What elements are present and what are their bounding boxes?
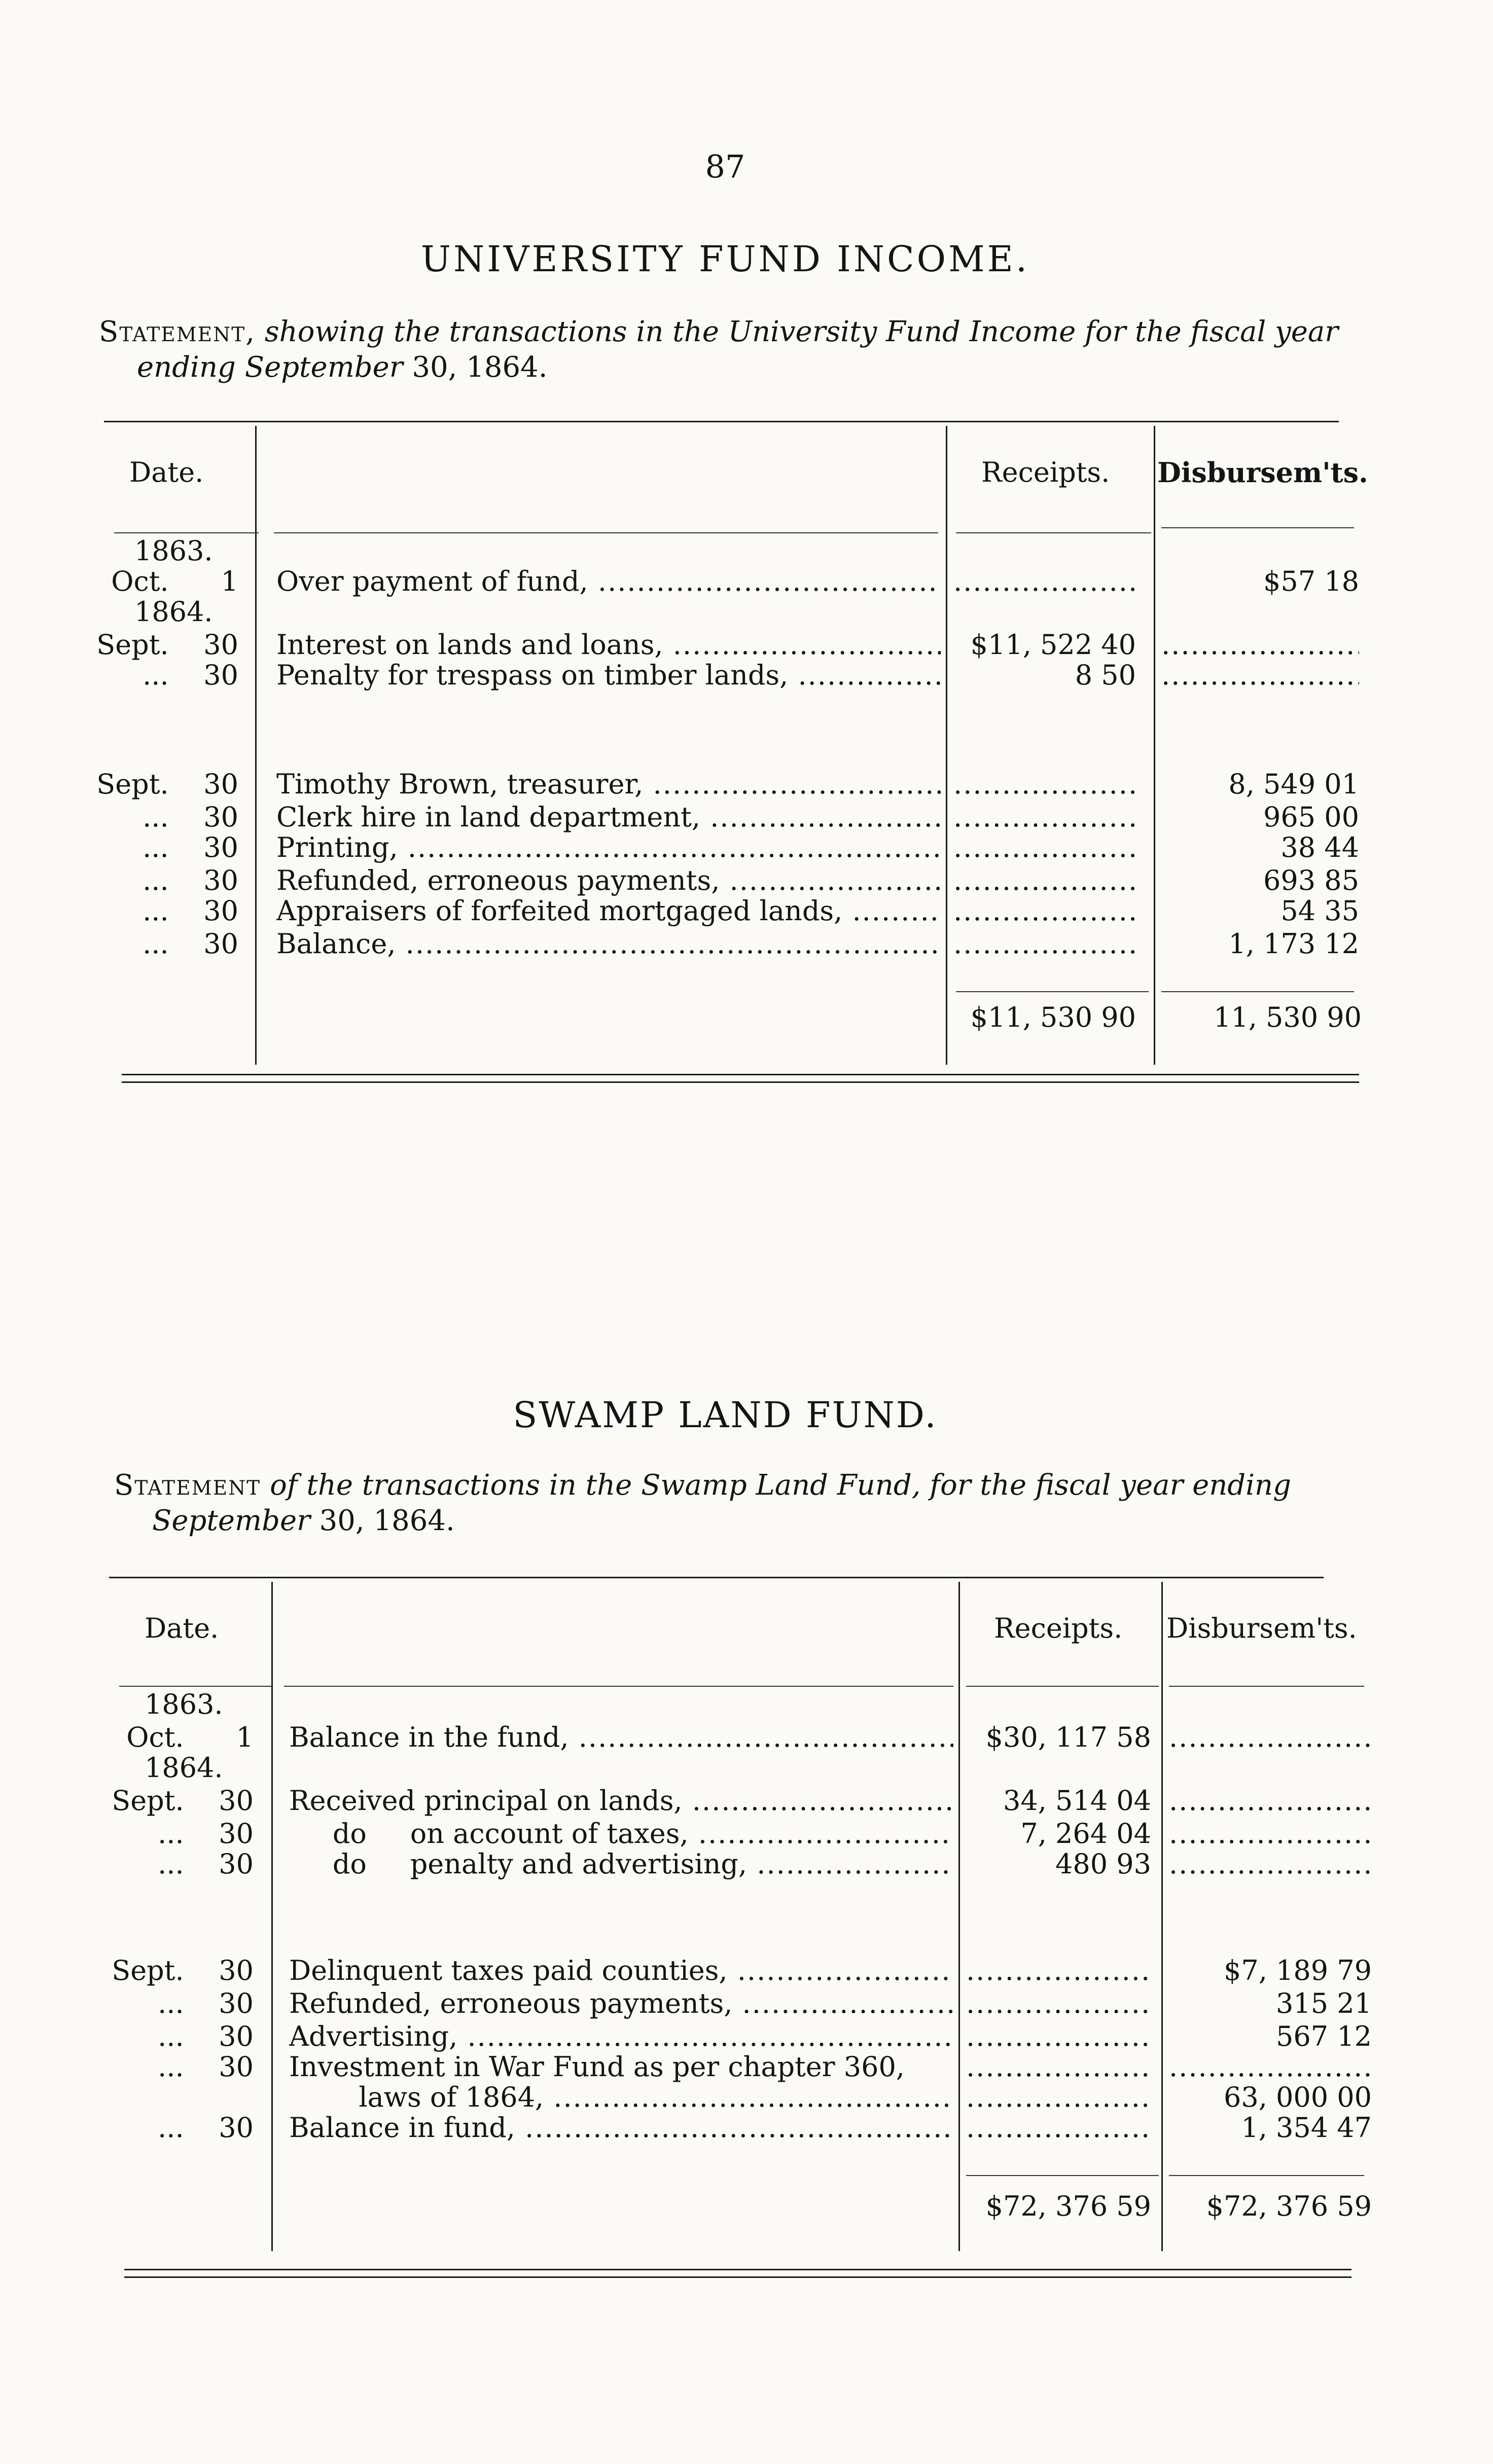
row-receipts: $11, 522 40	[970, 629, 1136, 661]
header-rule	[1161, 527, 1354, 528]
table-bottom-rule	[122, 1074, 1359, 1075]
total-rule	[1161, 991, 1354, 992]
statement-lead: Statement	[114, 1469, 261, 1502]
row-date: Oct. 1	[111, 565, 238, 597]
row-disbursements	[1169, 1848, 1372, 1880]
row-receipts	[953, 928, 1136, 960]
table-row	[0, 2020, 1493, 2053]
total-rule	[1169, 2175, 1364, 2176]
row-date: ... 30	[158, 1818, 254, 1850]
row-date: 1863.	[134, 535, 213, 567]
row-disbursements: 567 12	[1276, 2020, 1372, 2052]
row-date: ... 30	[158, 1848, 254, 1880]
header-rule	[956, 532, 1151, 533]
table-row	[0, 1818, 1493, 1850]
row-date: ... 30	[143, 801, 238, 833]
table-bottom-rule	[122, 1081, 1359, 1083]
table-row	[0, 2051, 1493, 2083]
table-row	[0, 801, 1493, 834]
row-disbursements: 1, 354 47	[1241, 2112, 1372, 2144]
row-date: ... 30	[143, 928, 238, 960]
total-receipts: $72, 376 59	[985, 2190, 1151, 2222]
row-date: ... 30	[143, 659, 238, 691]
row-description: laws of 1864, .....	[289, 2081, 953, 2114]
swamp-statement	[114, 1468, 1382, 1539]
receipts-column-rule	[958, 1582, 960, 2251]
row-description: Appraisers of forfeited mortgaged lands, .....	[276, 895, 941, 927]
row-receipts	[953, 895, 1136, 927]
table-row	[0, 1987, 1493, 2020]
total-disbursements: $72, 376 59	[1206, 2190, 1372, 2222]
row-disbursements	[1169, 1818, 1372, 1850]
row-disbursements	[1169, 1721, 1372, 1754]
header-receipts: Receipts.	[981, 456, 1110, 488]
table-row	[0, 629, 1493, 661]
row-receipts	[953, 864, 1136, 897]
header-rule	[119, 1686, 271, 1687]
university-statement	[99, 314, 1367, 385]
university-title: UNIVERSITY FUND INCOME.	[420, 238, 1030, 280]
header-rule	[1169, 1686, 1364, 1687]
row-disbursements	[1161, 629, 1359, 661]
row-disbursements	[1169, 1785, 1372, 1817]
row-disbursements: 315 21	[1276, 1987, 1372, 2019]
total-disbursements: 11, 530 90	[1214, 1001, 1362, 1033]
row-receipts	[966, 2051, 1151, 2083]
row-receipts	[966, 2081, 1151, 2114]
row-receipts: $30, 117 58	[985, 1721, 1151, 1753]
page-number: 87	[705, 148, 745, 185]
row-receipts	[966, 1954, 1151, 1987]
header-disbursements: Disbursem'ts.	[1157, 456, 1368, 489]
table-row	[0, 2112, 1493, 2144]
total-rule	[966, 2175, 1159, 2176]
row-description: Refunded, erroneous payments, .....	[276, 864, 941, 897]
disb-column-rule	[1154, 426, 1155, 1065]
row-receipts	[953, 831, 1136, 864]
row-date: 1864.	[145, 1752, 223, 1784]
table-row	[0, 928, 1493, 960]
table-top-rule	[109, 1577, 1324, 1578]
table-top-rule	[104, 421, 1339, 422]
row-receipts: 8 50	[1075, 659, 1136, 691]
header-rule	[274, 532, 938, 533]
statement-text: of the transactions in the Swamp Land Fund, for the fiscal year ending	[270, 1469, 1291, 1502]
row-description: do penalty and advertising, .....	[289, 1848, 953, 1880]
header-rule	[284, 1686, 953, 1687]
row-receipts	[953, 768, 1136, 801]
row-date: ... 30	[143, 895, 238, 927]
header-date: Date.	[129, 456, 204, 488]
header-rule	[114, 532, 259, 533]
row-description: Interest on lands and loans, .....	[276, 629, 941, 661]
table-row	[0, 1954, 1493, 1987]
statement-lead: Statement,	[99, 315, 256, 348]
table-row	[0, 831, 1493, 864]
row-disbursements: 63, 000 00	[1224, 2081, 1372, 2113]
row-description: Balance in the fund, .....	[289, 1721, 953, 1754]
row-description: Balance in fund, .....	[289, 2112, 953, 2144]
table-row	[0, 565, 1493, 598]
table-row	[0, 1721, 1493, 1754]
row-date: ... 30	[158, 2020, 254, 2052]
row-date: Sept. 30	[96, 629, 238, 661]
row-receipts: 480 93	[1055, 1848, 1151, 1880]
statement-line-2: ending September 30, 1864.	[137, 351, 548, 384]
row-disbursements: 693 85	[1263, 864, 1359, 896]
row-date: Oct. 1	[126, 1721, 254, 1753]
header-date: Date.	[145, 1612, 219, 1644]
row-disbursements: 1, 173 12	[1228, 928, 1359, 960]
table-row	[0, 2081, 1493, 2114]
row-description: Delinquent taxes paid counties, .....	[289, 1954, 953, 1987]
row-date: ... 30	[143, 864, 238, 896]
table-row	[0, 895, 1493, 927]
total-row	[0, 1001, 1493, 1034]
row-disbursements: 38 44	[1281, 831, 1359, 863]
row-description: Penalty for trespass on timber lands, .....	[276, 659, 941, 692]
table-row	[0, 596, 1493, 628]
row-receipts: 34, 514 04	[1003, 1785, 1151, 1817]
row-description: Printing, .....	[276, 831, 941, 864]
row-disbursements: $7, 189 79	[1224, 1954, 1372, 1986]
table-row	[0, 1752, 1493, 1784]
total-receipts: $11, 530 90	[970, 1001, 1136, 1033]
row-receipts	[966, 1987, 1151, 2020]
table-row	[0, 768, 1493, 801]
row-description: Clerk hire in land department, .....	[276, 801, 941, 834]
row-description: Received principal on lands, .....	[289, 1785, 953, 1817]
row-date: ... 30	[158, 1987, 254, 2019]
table-row	[0, 1848, 1493, 1880]
row-description: do on account of taxes, .....	[289, 1818, 953, 1850]
row-disbursements: 54 35	[1281, 895, 1359, 927]
table-row	[0, 659, 1493, 692]
row-disbursements: $57 18	[1263, 565, 1359, 597]
statement-text: showing the transactions in the University Fund Income for the fiscal year	[264, 315, 1339, 348]
table-row	[0, 1785, 1493, 1817]
table-bottom-rule	[124, 2269, 1352, 2270]
table-row	[0, 1688, 1493, 1721]
row-disbursements: 8, 549 01	[1228, 768, 1359, 800]
row-description: Balance, .....	[276, 928, 941, 960]
row-receipts	[966, 2112, 1151, 2144]
row-disbursements	[1169, 2051, 1372, 2083]
statement-line-2: September 30, 1864.	[152, 1504, 455, 1537]
total-row	[0, 2190, 1493, 2223]
row-disbursements: 965 00	[1263, 801, 1359, 833]
header-receipts: Receipts.	[994, 1612, 1123, 1644]
row-receipts	[966, 2020, 1151, 2053]
receipts-column-rule	[946, 426, 947, 1065]
disb-column-rule	[1161, 1582, 1163, 2251]
row-date	[91, 2081, 254, 2114]
row-date: ... 30	[158, 2112, 254, 2144]
date-column-rule	[255, 426, 257, 1065]
row-description: Refunded, erroneous payments, .....	[289, 1987, 953, 2020]
row-disbursements	[1161, 659, 1359, 692]
row-description: Over payment of fund, .....	[276, 565, 941, 598]
row-receipts	[953, 565, 1136, 598]
row-date: 1863.	[145, 1688, 223, 1720]
row-receipts	[953, 801, 1136, 834]
row-date: Sept. 30	[96, 768, 238, 800]
total-rule	[956, 991, 1149, 992]
table-row	[0, 535, 1493, 567]
swamp-title: SWAMP LAND FUND.	[513, 1394, 938, 1436]
row-date: ... 30	[143, 831, 238, 863]
row-description: Timothy Brown, treasurer, .....	[276, 768, 941, 801]
row-date: ... 30	[158, 2051, 254, 2083]
header-rule	[966, 1686, 1159, 1687]
table-row	[0, 864, 1493, 897]
table-bottom-rule	[124, 2276, 1352, 2278]
row-description: Advertising, .....	[289, 2020, 953, 2053]
row-date: Sept. 30	[112, 1785, 254, 1817]
row-receipts: 7, 264 04	[1020, 1818, 1151, 1850]
date-column-rule	[271, 1582, 273, 2251]
row-date: Sept. 30	[112, 1954, 254, 1986]
header-disbursements: Disbursem'ts.	[1166, 1612, 1357, 1644]
row-date: 1864.	[134, 596, 213, 628]
row-description: Investment in War Fund as per chapter 360,	[289, 2051, 905, 2083]
